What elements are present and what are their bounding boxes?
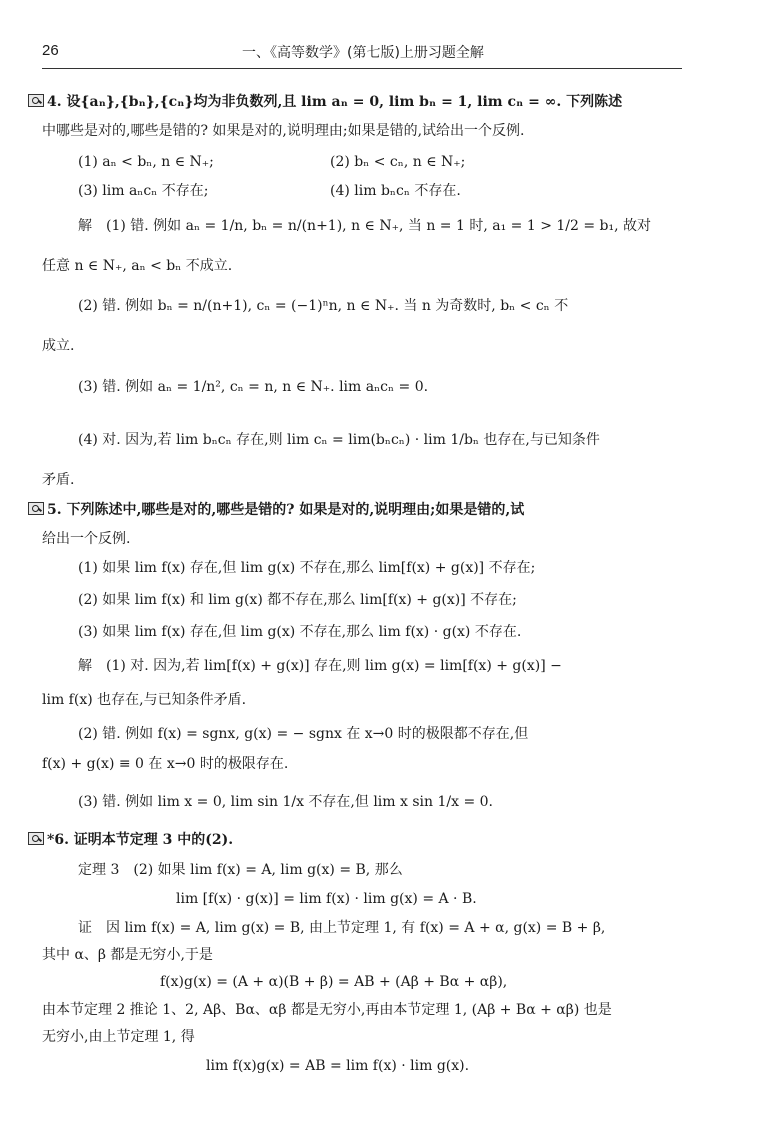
solution-4-part-1: 解 (1) 错. 例如 aₙ = 1/n, bₙ = n/(n+1), n ∈ N₊, 当 n = 1 时, a₁ = 1 > 1/2 = b₁, 故对 (78, 218, 652, 234)
proof-line-1: 证 因 lim f(x) = A, lim g(x) = B, 由上节定理 1, 有 f(x) = A + α, g(x) = B + β, (78, 920, 606, 936)
problem-6-line-1: *6. 证明本节定理 3 中的(2). (28, 830, 233, 850)
solution-4-part-4-cont: 矛盾. (42, 472, 75, 488)
problem-5-line-2: 给出一个反例. (42, 531, 131, 547)
proof-formula-2: lim f(x)g(x) = AB = lim f(x) · lim g(x). (206, 1058, 470, 1074)
solution-5-part-1: 解 (1) 对. 因为,若 lim[f(x) + g(x)] 存在,则 lim g(x) = lim[f(x) + g(x)] − (78, 658, 562, 674)
problem-4-line-2: 中哪些是对的,哪些是错的? 如果是对的,说明理由;如果是错的,试给出一个反例. (42, 123, 525, 139)
theorem-3-formula: lim [f(x) · g(x)] = lim f(x) · lim g(x) = A · B. (176, 891, 477, 907)
solution-5-part-2-cont: f(x) + g(x) ≡ 0 在 x→0 时的极限存在. (42, 756, 289, 772)
proof-line-2: 其中 α、β 都是无穷小,于是 (42, 947, 213, 963)
solution-4-part-2-cont: 成立. (42, 338, 75, 354)
solution-5-part-1-cont: lim f(x) 也存在,与已知条件矛盾. (42, 692, 247, 708)
solution-4-part-4: (4) 对. 因为,若 lim bₙcₙ 存在,则 lim cₙ = lim(bₙcₙ) · lim 1/bₙ 也存在,与已知条件 (78, 432, 600, 448)
problem-5-option-2: (2) 如果 lim f(x) 和 lim g(x) 都不存在,那么 lim[f(x) + g(x)] 不存在; (78, 592, 517, 608)
running-title: 一、《高等数学》(第七版)上册习题全解 (242, 45, 484, 61)
problem-4-option-1: (1) aₙ < bₙ, n ∈ N₊; (78, 154, 214, 170)
proof-line-4: 无穷小,由上节定理 1, 得 (42, 1029, 195, 1045)
theorem-3-statement: 定理 3 (2) 如果 lim f(x) = A, lim g(x) = B, 那么 (78, 862, 403, 878)
magnifier-icon (28, 502, 44, 515)
problem-5-line-1: 5. 下列陈述中,哪些是对的,哪些是错的? 如果是对的,说明理由;如果是错的,试 (28, 500, 524, 520)
problem-5-option-1: (1) 如果 lim f(x) 存在,但 lim g(x) 不存在,那么 lim[f(x) + g(x)] 不存在; (78, 560, 536, 576)
solution-5-part-3: (3) 错. 例如 lim x = 0, lim sin 1/x 不存在,但 lim x sin 1/x = 0. (78, 794, 493, 810)
solution-4-part-2: (2) 错. 例如 bₙ = n/(n+1), cₙ = (−1)ⁿn, n ∈ N₊. 当 n 为奇数时, bₙ < cₙ 不 (78, 298, 569, 314)
proof-formula-1: f(x)g(x) = (A + α)(B + β) = AB + (Aβ + Bα + αβ), (160, 974, 508, 990)
problem-4-option-3: (3) lim aₙcₙ 不存在; (78, 183, 209, 199)
proof-line-3: 由本节定理 2 推论 1、2, Aβ、Bα、αβ 都是无穷小,再由本节定理 1, (Aβ + Bα + αβ) 也是 (42, 1002, 612, 1018)
magnifier-icon (28, 832, 44, 845)
page-number: 26 (42, 42, 59, 59)
page-header (42, 42, 682, 69)
solution-4-part-1-cont: 任意 n ∈ N₊, aₙ < bₙ 不成立. (42, 258, 233, 274)
problem-5-option-3: (3) 如果 lim f(x) 存在,但 lim g(x) 不存在,那么 lim f(x) · g(x) 不存在. (78, 624, 522, 640)
problem-4-line-1: 4. 设{aₙ},{bₙ},{cₙ}均为非负数列,且 lim aₙ = 0, lim bₙ = 1, lim cₙ = ∞. 下列陈述 (28, 92, 622, 112)
problem-4-option-2: (2) bₙ < cₙ, n ∈ N₊; (330, 154, 466, 170)
problem-4-option-4: (4) lim bₙcₙ 不存在. (330, 183, 461, 199)
solution-4-part-3: (3) 错. 例如 aₙ = 1/n², cₙ = n, n ∈ N₊. lim aₙcₙ = 0. (78, 379, 429, 395)
magnifier-icon (28, 94, 44, 107)
solution-5-part-2: (2) 错. 例如 f(x) = sgnx, g(x) = − sgnx 在 x→0 时的极限都不存在,但 (78, 726, 529, 742)
